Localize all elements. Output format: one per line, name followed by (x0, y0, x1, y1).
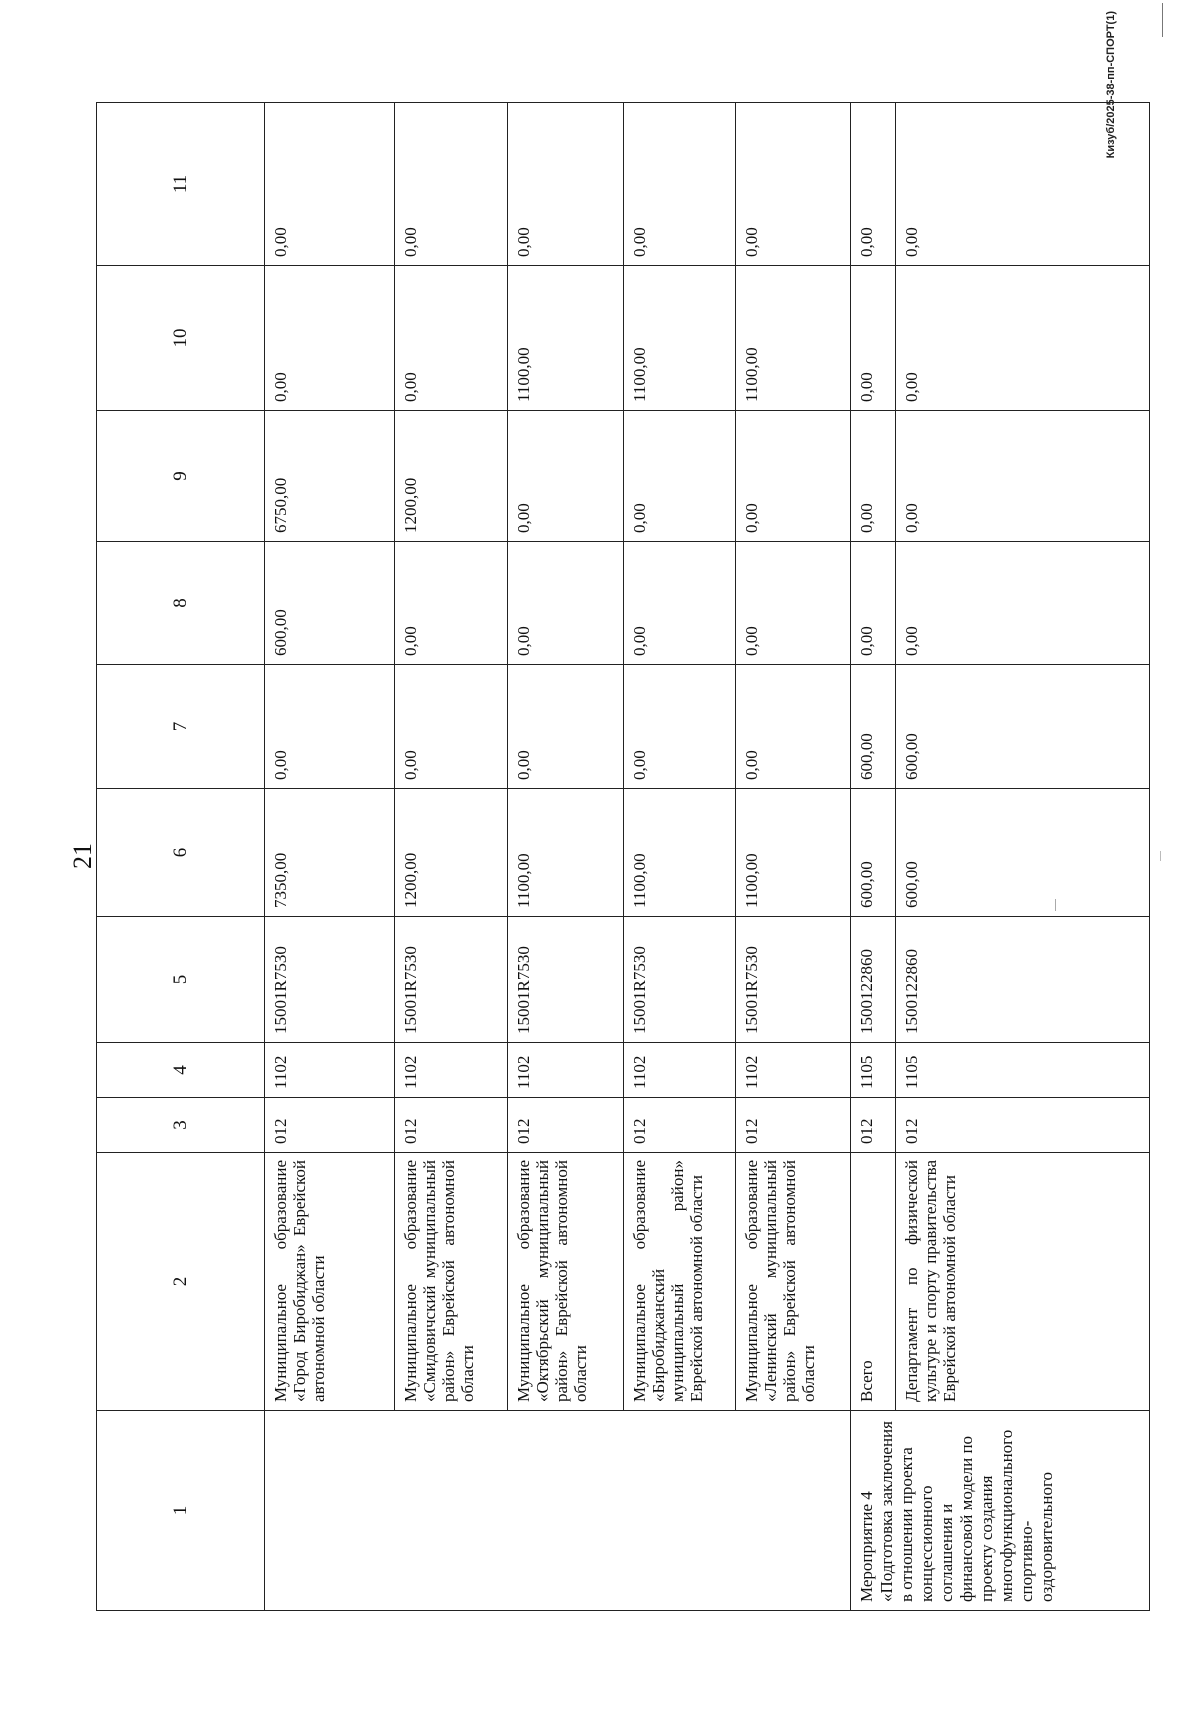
cell-value: 0,00 (508, 542, 624, 665)
page-number: 21 (68, 843, 97, 869)
measure-cell-empty (265, 1411, 851, 1611)
cell-section: 1102 (624, 1043, 736, 1098)
column-header: 3 (97, 1098, 265, 1153)
cell-section: 1102 (736, 1043, 851, 1098)
cell-target-code: 15001R7530 (395, 917, 508, 1043)
scan-mark (1162, 3, 1163, 37)
cell-value: 0,00 (896, 103, 1150, 266)
cell-target-code: 15001R7530 (736, 917, 851, 1043)
cell-value: 0,00 (395, 103, 508, 266)
scan-mark (1055, 899, 1056, 911)
cell-grbs: 012 (624, 1098, 736, 1153)
column-header: 6 (97, 789, 265, 917)
table-row (265, 103, 395, 1611)
cell-value: 600,00 (896, 789, 1150, 917)
cell-grbs: 012 (508, 1098, 624, 1153)
cell-value: 0,00 (624, 665, 736, 789)
table-row (624, 103, 736, 1611)
table-row (508, 103, 624, 1611)
cell-value: 0,00 (395, 542, 508, 665)
cell-value: 600,00 (896, 665, 1150, 789)
column-header: 7 (97, 665, 265, 789)
cell-grbs: 012 (736, 1098, 851, 1153)
cell-value: 0,00 (624, 103, 736, 266)
recipient-cell: Муниципальное образование «Ленинский муниципальный район» Еврейской автономной области (736, 1153, 851, 1411)
cell-section: 1105 (851, 1043, 896, 1098)
cell-grbs: 012 (851, 1098, 896, 1153)
budget-table (96, 102, 1150, 1611)
cell-value: 1100,00 (508, 789, 624, 917)
cell-value: 0,00 (265, 103, 395, 266)
column-header: 9 (97, 411, 265, 542)
cell-value: 0,00 (624, 542, 736, 665)
column-header: 1 (97, 1411, 265, 1611)
column-header: 10 (97, 266, 265, 411)
cell-value: 0,00 (395, 665, 508, 789)
recipient-cell: Муниципальное образование «Смидовичский муниципальный район» Еврейской автономной области (395, 1153, 508, 1411)
column-header: 5 (97, 917, 265, 1043)
table-row (395, 103, 508, 1611)
recipient-cell: Всего (851, 1153, 896, 1411)
cell-value: 600,00 (851, 789, 896, 917)
recipient-cell: Муниципальное образование «Октябрьский муниципальный район» Еврейской автономной области (508, 1153, 624, 1411)
cell-value: 1100,00 (624, 789, 736, 917)
table-row (736, 103, 851, 1611)
cell-value: 0,00 (896, 411, 1150, 542)
document-code: Кизуб/2025-38-пп-СПОРТ(1) (1105, 11, 1117, 159)
cell-value: 0,00 (851, 411, 896, 542)
cell-value: 0,00 (395, 266, 508, 411)
cell-value: 1200,00 (395, 789, 508, 917)
cell-target-code: 15001R7530 (265, 917, 395, 1043)
cell-section: 1102 (265, 1043, 395, 1098)
cell-value: 0,00 (508, 103, 624, 266)
cell-value: 0,00 (736, 411, 851, 542)
cell-value: 1100,00 (736, 266, 851, 411)
cell-target-code: 15001R7530 (624, 917, 736, 1043)
cell-value: 0,00 (736, 542, 851, 665)
cell-grbs: 012 (395, 1098, 508, 1153)
cell-grbs: 012 (265, 1098, 395, 1153)
cell-value: 1100,00 (736, 789, 851, 917)
cell-value: 600,00 (851, 665, 896, 789)
table-header-row (97, 103, 265, 1611)
recipient-cell: Муниципальное образование «Биробиджанский муниципальный район» Еврейской автономной области (624, 1153, 736, 1411)
cell-value: 1200,00 (395, 411, 508, 542)
cell-value: 1100,00 (624, 266, 736, 411)
cell-value: 6750,00 (265, 411, 395, 542)
cell-target-code: 1500122860 (851, 917, 896, 1043)
cell-section: 1102 (395, 1043, 508, 1098)
column-header: 8 (97, 542, 265, 665)
cell-value: 600,00 (265, 542, 395, 665)
recipient-cell: Департамент по физической культуре и спорту правительства Еврейской автономной области (896, 1153, 1150, 1411)
cell-value: 7350,00 (265, 789, 395, 917)
cell-value: 1100,00 (508, 266, 624, 411)
cell-target-code: 15001R7530 (508, 917, 624, 1043)
cell-value: 0,00 (736, 665, 851, 789)
table-row (896, 103, 1150, 1611)
cell-value: 0,00 (896, 266, 1150, 411)
cell-section: 1105 (896, 1043, 1150, 1098)
cell-value: 0,00 (624, 411, 736, 542)
column-header: 2 (97, 1153, 265, 1411)
recipient-cell: Муниципальное образование «Город Биробиджан» Еврейской автономной области (265, 1153, 395, 1411)
cell-value: 0,00 (851, 266, 896, 411)
cell-value: 0,00 (736, 103, 851, 266)
cell-section: 1102 (508, 1043, 624, 1098)
column-header: 4 (97, 1043, 265, 1098)
measure-cell: Мероприятие 4 «Подготовка заключения в отношении проекта концессионного соглашения и финансовой модели по проекту создания многофункционального спортивно-оздоровительного (851, 1411, 1150, 1611)
cell-value: 0,00 (896, 542, 1150, 665)
cell-value: 0,00 (265, 266, 395, 411)
cell-value: 0,00 (851, 542, 896, 665)
cell-value: 0,00 (508, 665, 624, 789)
cell-value: 0,00 (508, 411, 624, 542)
table-row (851, 103, 896, 1611)
cell-value: 0,00 (851, 103, 896, 266)
cell-target-code: 1500122860 (896, 917, 1150, 1043)
cell-value: 0,00 (265, 665, 395, 789)
cell-grbs: 012 (896, 1098, 1150, 1153)
scan-mark (1160, 851, 1161, 861)
column-header: 11 (97, 103, 265, 266)
